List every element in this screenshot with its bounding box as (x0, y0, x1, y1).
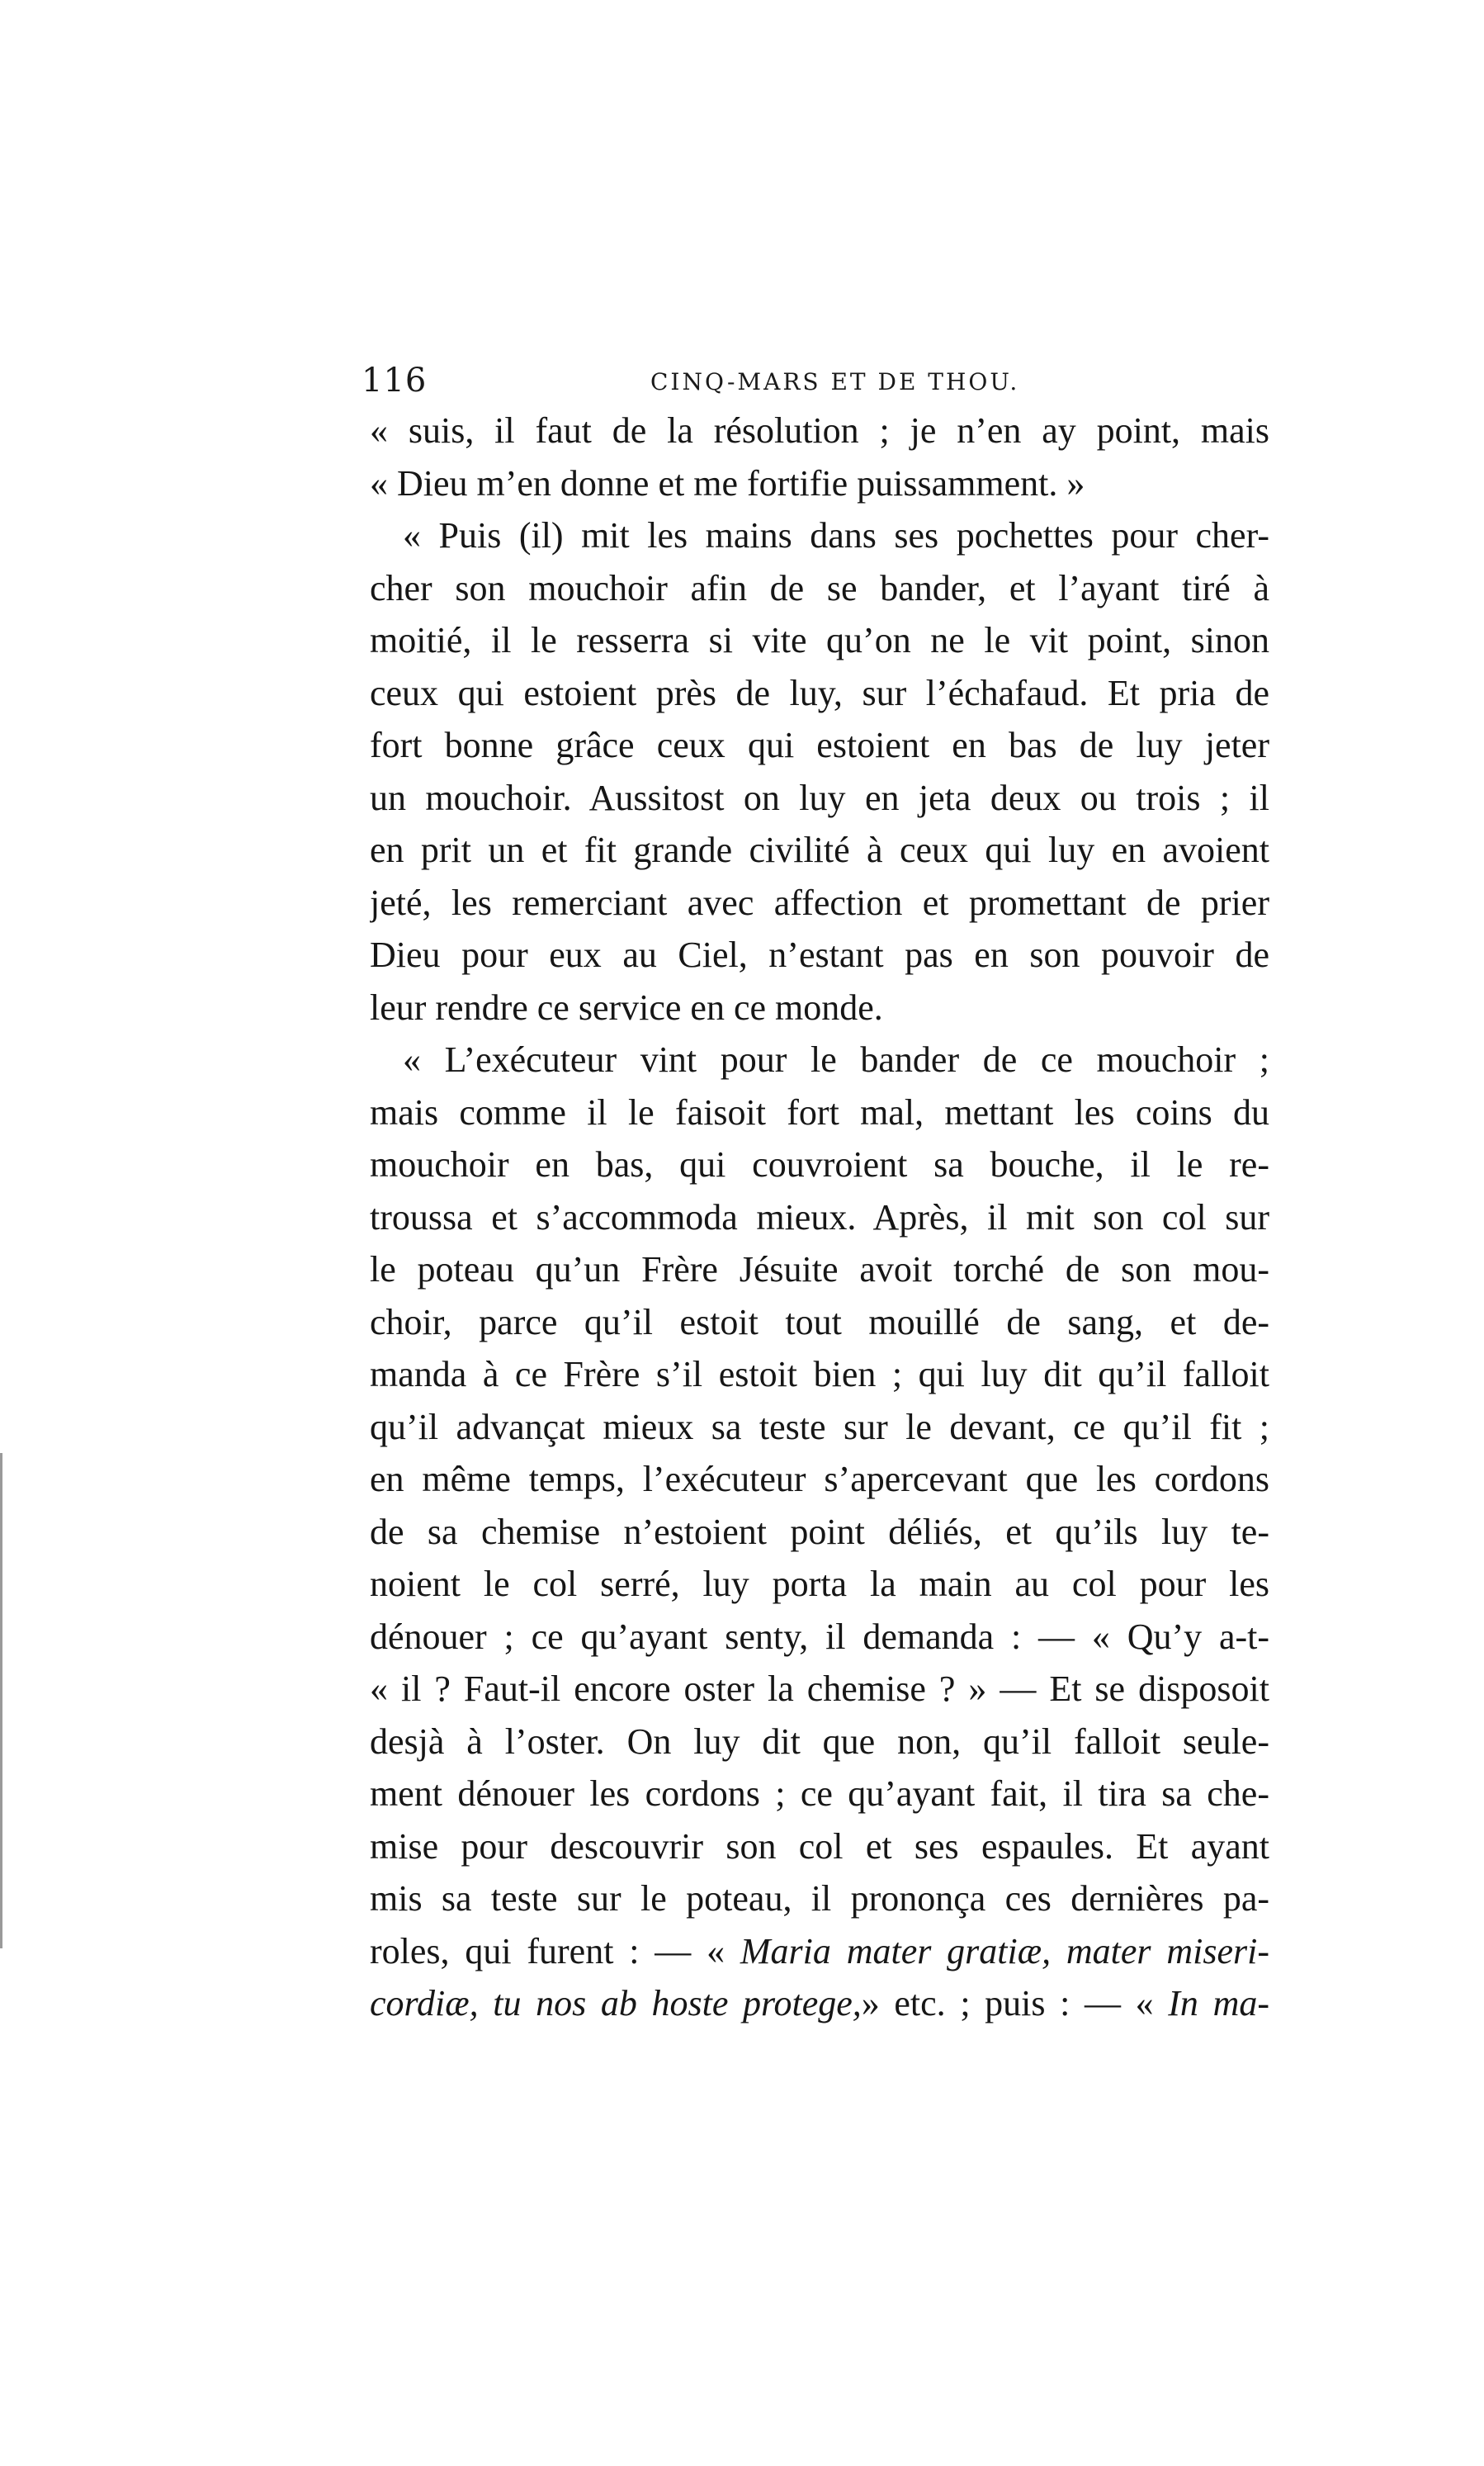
text-line: le poteau qu’un Frère Jésuite avoit torché de son mou- (370, 1249, 1269, 1290)
text-line: desjà à l’oster. On luy dit que non, qu’il falloit seule- (370, 1721, 1269, 1762)
text-line: leur rendre ce service en ce monde. (370, 987, 883, 1028)
text-line: mouchoir en bas, qui couvroient sa bouche, il le re- (370, 1144, 1269, 1185)
text-line: cher son mouchoir afin de se bander, et l’ayant tiré à (370, 567, 1269, 608)
text-line: troussa et s’accommoda mieux. Après, il mit son col sur (370, 1196, 1269, 1238)
text-run: roles, qui furent : — « (370, 1930, 725, 1971)
latin-quote: In ma- (1168, 1983, 1269, 2023)
text-line: ment dénouer les cordons ; ce qu’ayant fait, il tira sa che- (370, 1773, 1269, 1814)
text-line: mis sa teste sur le poteau, il prononça ces dernières pa- (370, 1878, 1269, 1919)
text-line: fort bonne grâce ceux qui estoient en bas de luy jeter (370, 725, 1269, 765)
text-line-mixed (370, 1925, 1269, 1978)
text-line: mise pour descouvrir son col et ses espaules. Et ayant (370, 1825, 1269, 1867)
text-line: « suis, il faut de la résolution ; je n’en ay point, mais (370, 410, 1269, 451)
text-run: » etc. ; puis : — « (861, 1983, 1154, 2023)
text-line: qu’il advançat mieux sa teste sur le devant, ce qu’il fit ; (370, 1406, 1269, 1447)
text-line: moitié, il le resserra si vite qu’on ne le vit point, sinon (370, 620, 1269, 660)
scan-edge-mark (0, 1453, 2, 1948)
latin-quote: Maria mater gratiæ, mater miseri- (740, 1930, 1269, 1971)
page-number: 116 (362, 362, 428, 400)
running-head: CINQ-MARS ET DE THOU. (650, 368, 1020, 395)
text-line: dénouer ; ce qu’ayant senty, il demanda : — « Qu’y a-t- (370, 1616, 1269, 1657)
paragraph-start-line: « L’exécuteur vint pour le bander de ce mouchoir ; (403, 1039, 1269, 1080)
paragraph-start-line: « Puis (il) mit les mains dans ses pochettes pour cher- (403, 515, 1269, 556)
text-line: jeté, les remerciant avec affection et promettant de prier (370, 882, 1269, 923)
text-line: « Dieu m’en donne et me fortifie puissamment. » (370, 462, 1085, 504)
page-header (362, 353, 1286, 403)
text-line: en même temps, l’exécuteur s’apercevant que les cordons (370, 1459, 1269, 1499)
text-line: mais comme il le faisoit fort mal, mettant les coins du (370, 1091, 1269, 1133)
text-line: « il ? Faut-il encore oster la chemise ? » — Et se disposoit (370, 1668, 1269, 1709)
text-line: en prit un et fit grande civilité à ceux qui luy en avoient (370, 830, 1269, 870)
text-line: Dieu pour eux au Ciel, n’estant pas en son pouvoir de (370, 935, 1269, 975)
text-line: un mouchoir. Aussitost on luy en jeta deux ou trois ; il (370, 777, 1269, 818)
text-line-mixed (370, 1977, 1269, 2030)
text-line: ceux qui estoient près de luy, sur l’échafaud. Et pria de (370, 672, 1269, 713)
text-line: noient le col serré, luy porta la main au col pour les (370, 1564, 1269, 1604)
text-line: manda à ce Frère s’il estoit bien ; qui luy dit qu’il falloit (370, 1354, 1269, 1394)
text-line: choir, parce qu’il estoit tout mouillé de sang, et de- (370, 1301, 1269, 1342)
body-text (370, 405, 1269, 2030)
latin-quote: cordiæ, tu nos ab hoste protege, (370, 1983, 862, 2023)
text-line: de sa chemise n’estoient point déliés, et qu’ils luy te- (370, 1511, 1269, 1552)
